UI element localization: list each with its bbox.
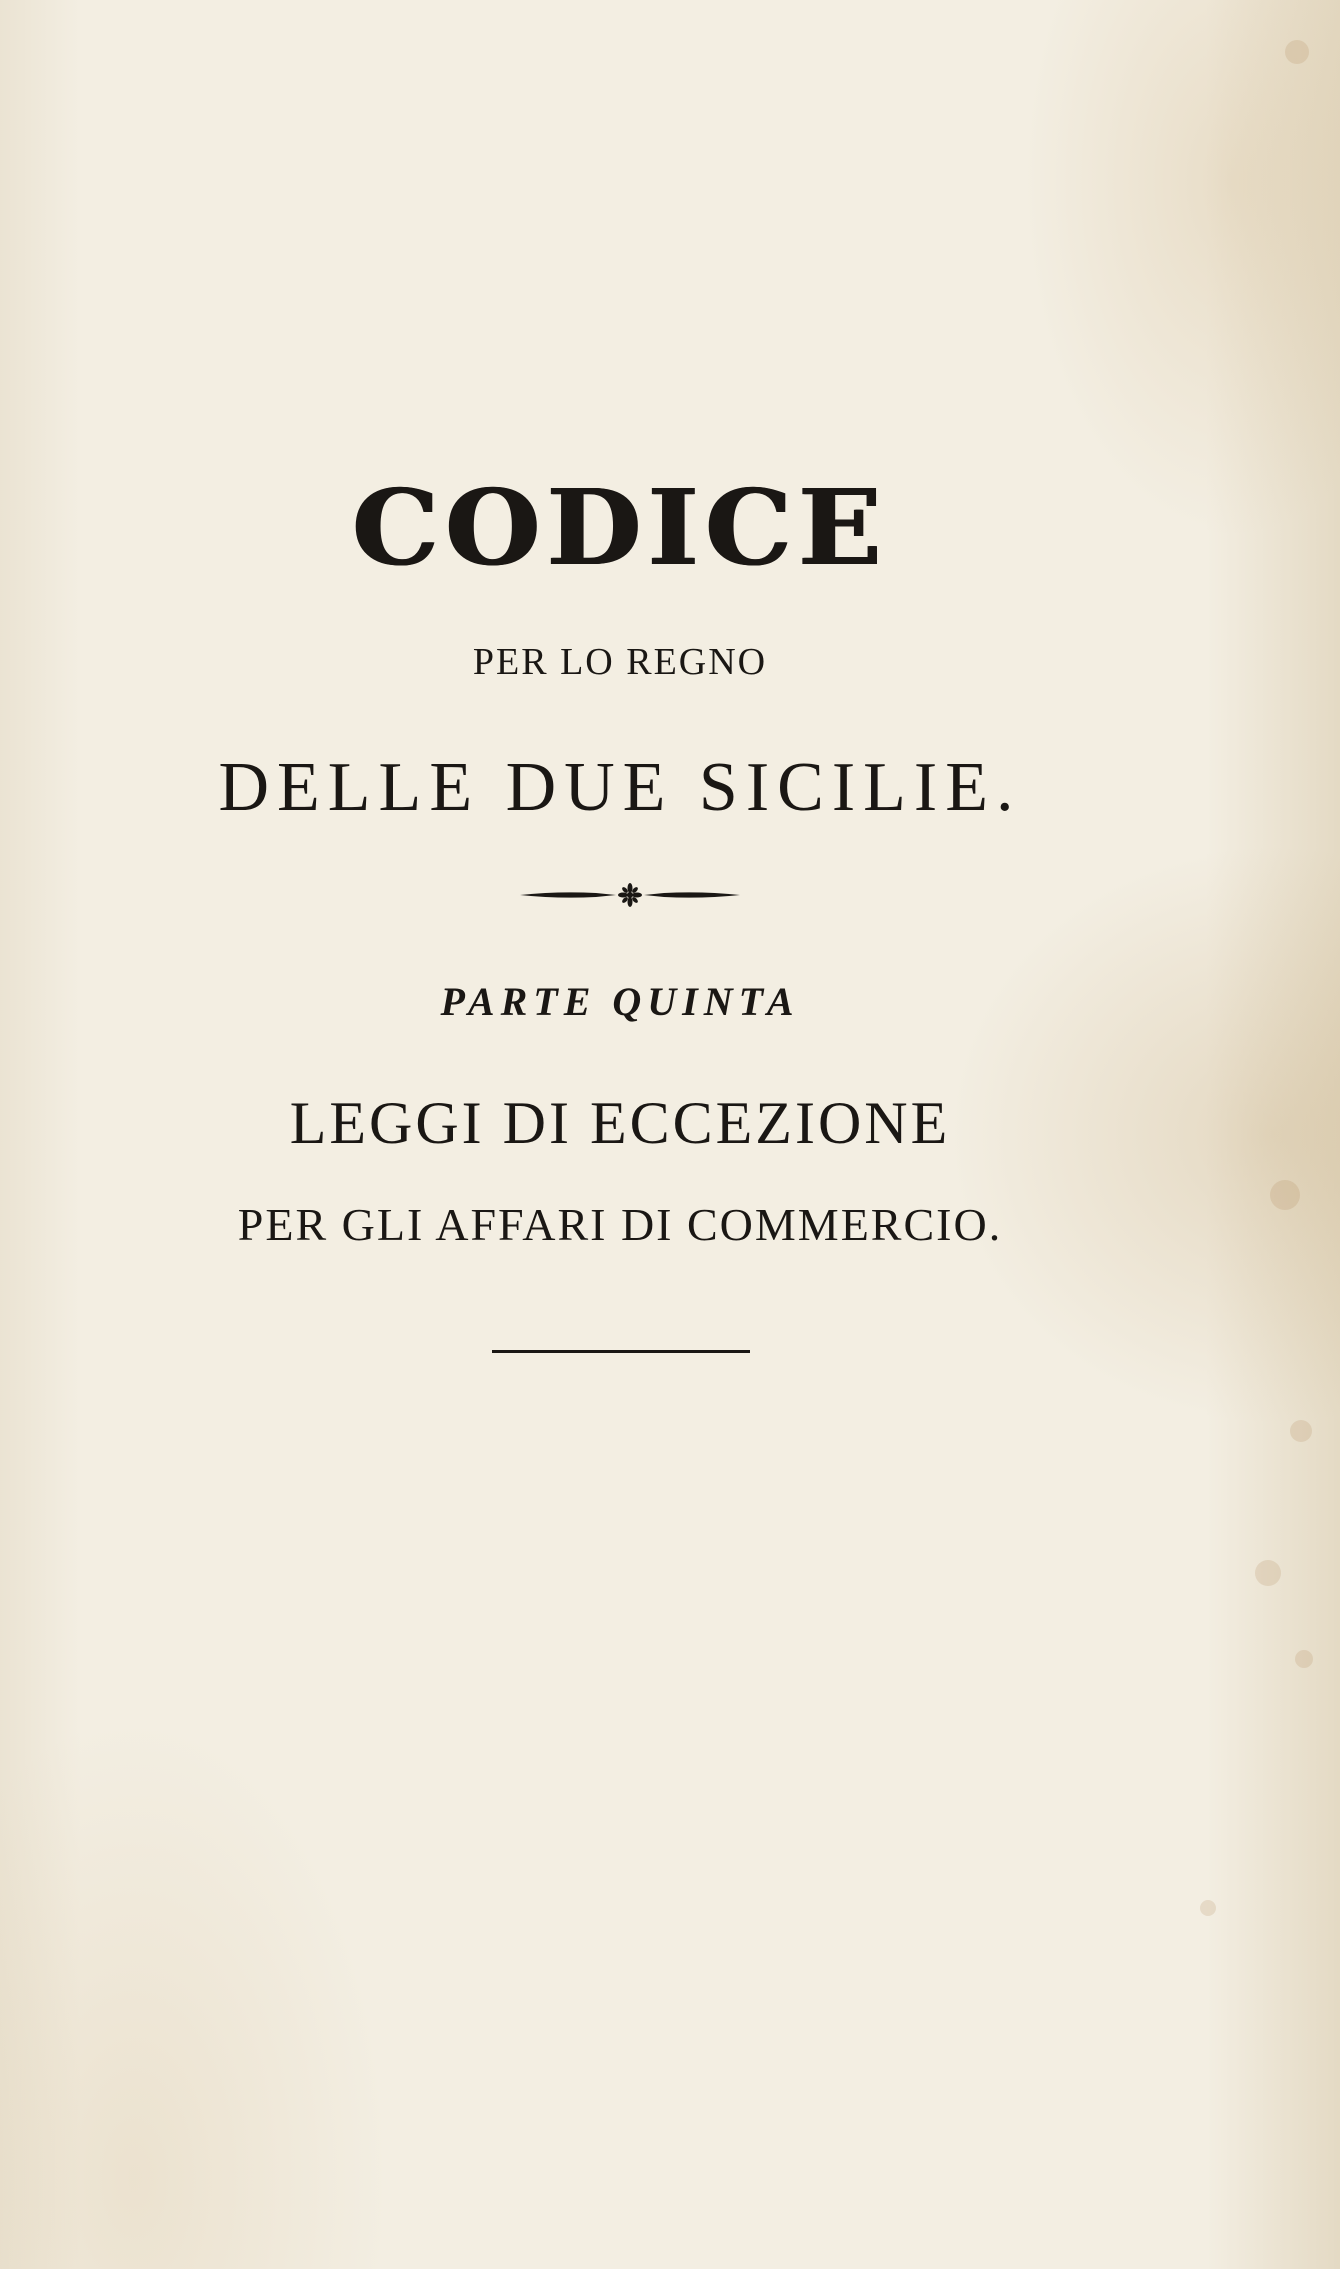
foxing-spot: [1285, 40, 1309, 64]
foxing-spot: [1270, 1180, 1300, 1210]
title-subtitle: PER LO REGNO: [472, 641, 768, 683]
closing-rule: [492, 1350, 750, 1353]
foxing-spot: [1290, 1420, 1312, 1442]
main-title: CODICE: [352, 466, 888, 589]
fleuron-rule-icon: [518, 880, 742, 910]
section-heading: LEGGI DI ECCEZIONE: [289, 1090, 951, 1156]
section-subheading: PER GLI AFFARI DI COMMERCIO.: [237, 1199, 1003, 1250]
realm-title: DELLE DUE SICILIE.: [218, 749, 1022, 826]
foxing-spot: [1255, 1560, 1281, 1586]
foxing-spot: [1295, 1650, 1313, 1668]
part-label: PARTE QUINTA: [440, 979, 800, 1024]
